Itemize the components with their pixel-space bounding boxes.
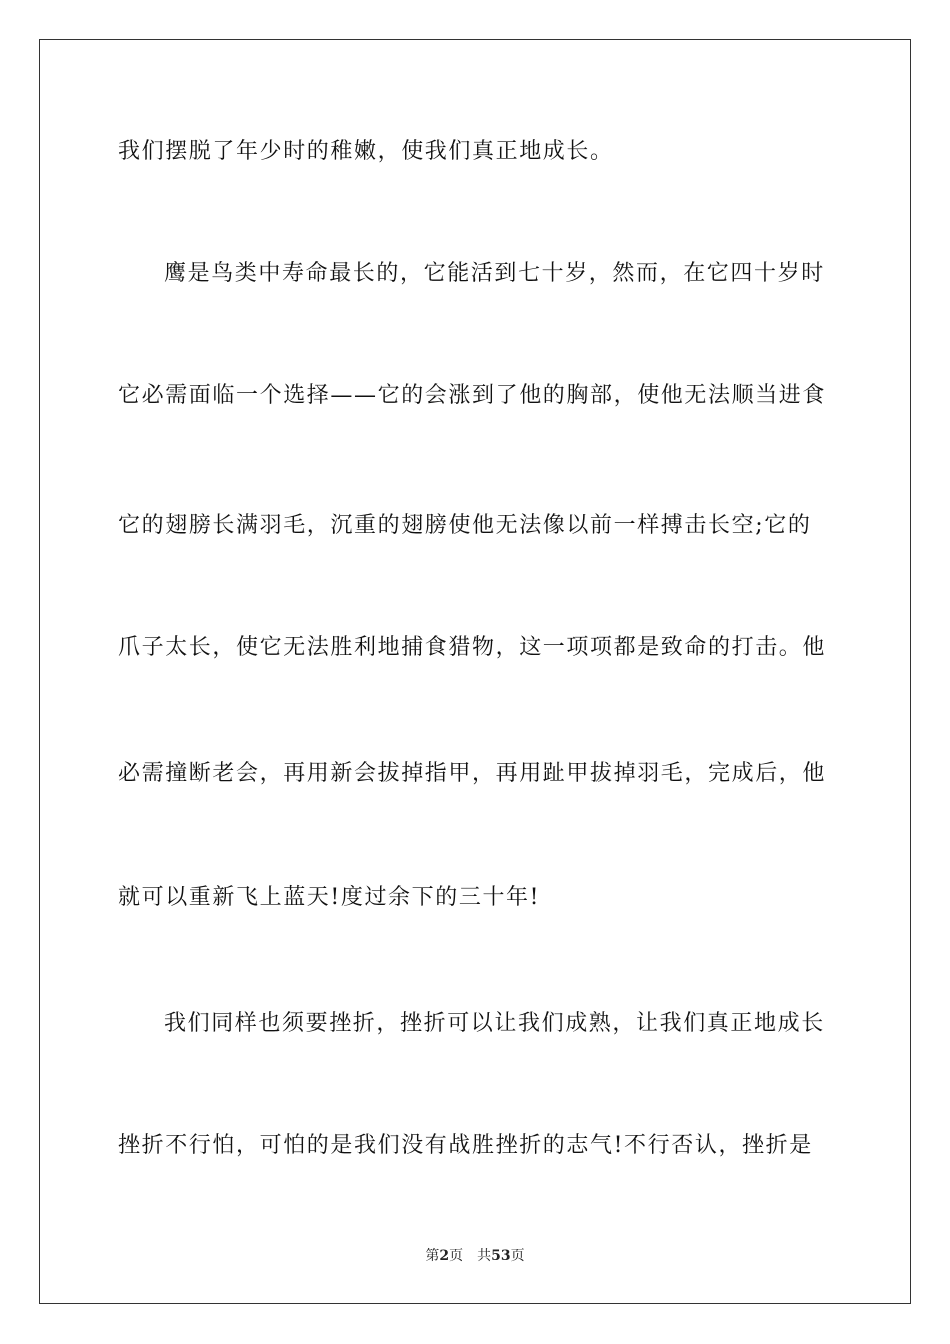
page-prefix: 第 <box>425 1248 440 1264</box>
total-prefix: 共 <box>477 1248 492 1264</box>
page-number: 2 <box>439 1248 450 1264</box>
text-line-2: 鹰是鸟类中寿命最长的，它能活到七十岁，然而，在它四十岁时 <box>164 261 825 286</box>
text-line-9: 挫折不行怕，可怕的是我们没有战胜挫折的志气!不行否认，挫折是 <box>118 1133 813 1158</box>
page-footer <box>0 1246 950 1266</box>
text-line-1: 我们摆脱了年少时的稚嫩，使我们真正地成长。 <box>118 139 614 164</box>
text-line-5: 爪子太长，使它无法胜利地捕食猎物，这一项项都是致命的打击。他 <box>118 635 827 660</box>
text-line-8: 我们同样也须要挫折，挫折可以让我们成熟，让我们真正地成长 <box>164 1011 825 1036</box>
total-suffix: 页 <box>510 1248 525 1264</box>
text-line-4: 它的翅膀长满羽毛，沉重的翅膀使他无法像以前一样搏击长空;它的 <box>118 513 812 538</box>
page-border <box>39 39 911 1304</box>
total-pages: 53 <box>491 1248 511 1264</box>
page-suffix: 页 <box>449 1248 464 1264</box>
text-line-6: 必需撞断老会，再用新会拔掉指甲，再用趾甲拔掉羽毛，完成后，他 <box>118 761 827 786</box>
text-line-7: 就可以重新飞上蓝天!度过余下的三十年! <box>118 885 541 910</box>
text-line-3: 它必需面临一个选择——它的会涨到了他的胸部，使他无法顺当进食 <box>118 383 827 408</box>
